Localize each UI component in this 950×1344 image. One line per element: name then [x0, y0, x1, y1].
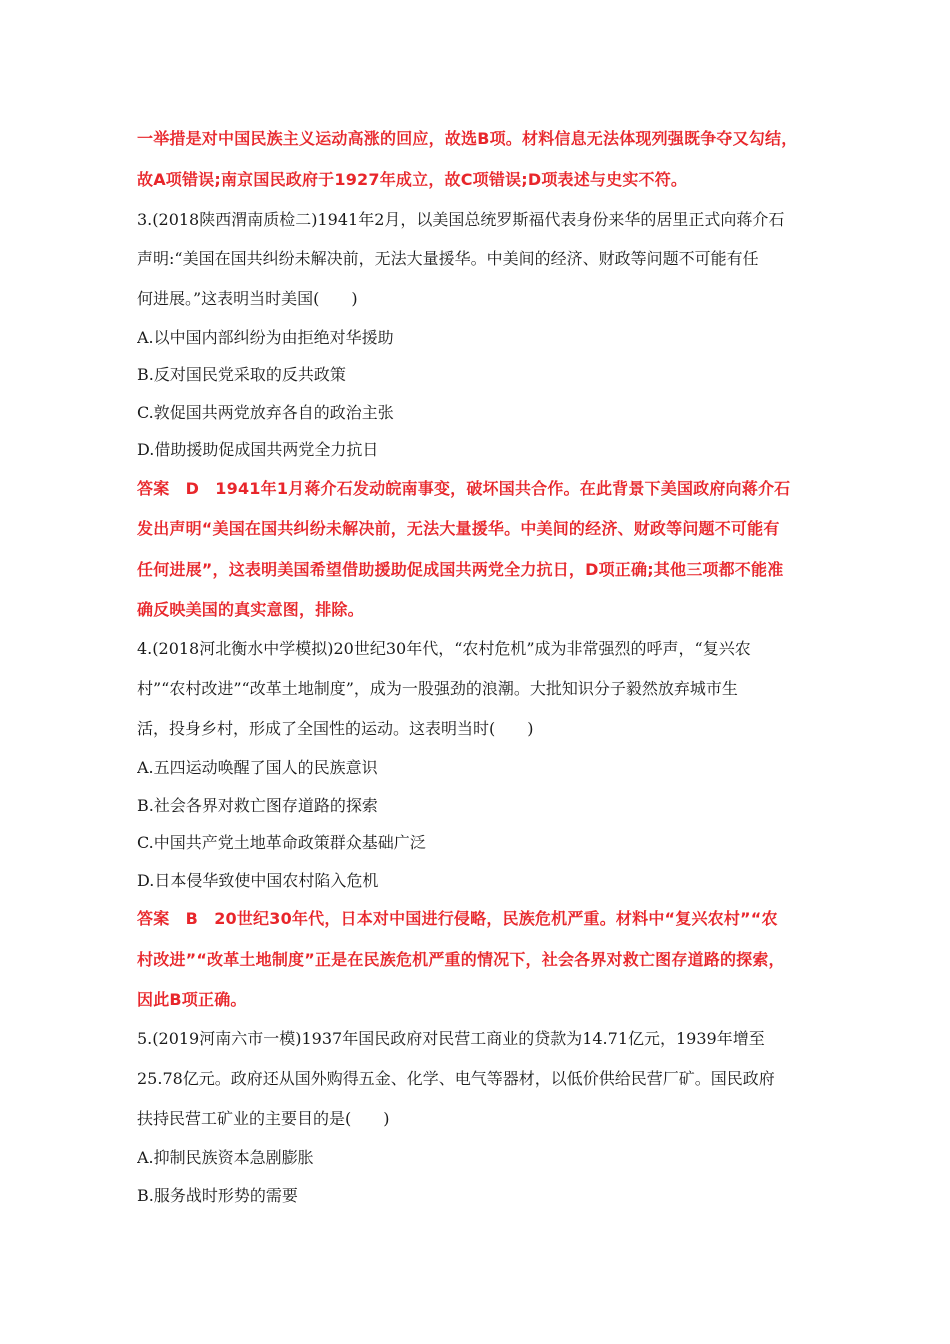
question-3-answer: 答案 D 1941年1月蒋介石发动皖南事变，破坏国共合作。在此背景下美国政府向蒋介石 — [137, 479, 791, 498]
question-4-option-b: B.社会各界对救亡图存道路的探索 — [137, 796, 378, 815]
question-4-option-c: C.中国共产党土地革命政策群众基础广泛 — [137, 833, 426, 852]
question-4-answer: 村改进”“改革土地制度”正是在民族危机严重的情况下，社会各界对救亡图存道路的探索， — [137, 950, 785, 969]
question-3-stem: 3.(2018陕西渭南质检二)1941年2月，以美国总统罗斯福代表身份来华的居里正式向蒋介石 — [137, 210, 785, 229]
question-3-stem: 声明:“美国在国共纠纷未解决前，无法大量援华。中美间的经济、财政等问题不可能有任 — [137, 249, 759, 268]
question-3-option-d: D.借助援助促成国共两党全力抗日 — [137, 440, 379, 459]
question-3-stem: 何进展。”这表明当时美国( ) — [137, 289, 358, 308]
question-3-answer: 确反映美国的真实意图，排除。 — [137, 600, 364, 619]
question-5-option-a: A.抑制民族资本急剧膨胀 — [137, 1148, 314, 1167]
question-5-stem: 5.(2019河南六市一模)1937年国民政府对民营工商业的贷款为14.71亿元，1939年增至 — [137, 1029, 765, 1048]
question-4-stem: 4.(2018河北衡水中学模拟)20世纪30年代，“农村危机”成为非常强烈的呼声，“复兴农 — [137, 639, 751, 658]
question-4-answer: 答案 B 20世纪30年代，日本对中国进行侵略，民族危机严重。材料中“复兴农村”“农 — [137, 909, 778, 928]
question-4-stem: 村”“农村改进”“改革土地制度”，成为一股强劲的浪潮。大批知识分子毅然放弃城市生 — [137, 679, 738, 698]
answer-text-line: 故A项错误;南京国民政府于1927年成立，故C项错误;D项表述与史实不符。 — [137, 170, 688, 189]
question-4-stem: 活，投身乡村，形成了全国性的运动。这表明当时( ) — [137, 719, 534, 738]
question-3-option-c: C.敦促国共两党放弃各自的政治主张 — [137, 403, 394, 422]
question-5-stem: 扶持民营工矿业的主要目的是( ) — [137, 1109, 390, 1128]
question-4-answer: 因此B项正确。 — [137, 990, 247, 1009]
question-4-option-d: D.日本侵华致使中国农村陷入危机 — [137, 871, 379, 890]
answer-text-line: 一举措是对中国民族主义运动高涨的回应，故选B项。材料信息无法体现列强既争夺又勾结， — [137, 129, 798, 148]
question-3-answer: 发出声明“美国在国共纠纷未解决前，无法大量援华。中美间的经济、财政等问题不可能有 — [137, 519, 780, 538]
question-3-answer: 任何进展”，这表明美国希望借助援助促成国共两党全力抗日，D项正确;其他三项都不能准 — [137, 560, 784, 579]
question-5-stem: 25.78亿元。政府还从国外购得五金、化学、电气等器材，以低价供给民营厂矿。国民政府 — [137, 1069, 775, 1088]
question-4-option-a: A.五四运动唤醒了国人的民族意识 — [137, 758, 378, 777]
question-5-option-b: B.服务战时形势的需要 — [137, 1186, 298, 1205]
question-3-option-b: B.反对国民党采取的反共政策 — [137, 365, 346, 384]
question-3-option-a: A.以中国内部纠纷为由拒绝对华援助 — [137, 328, 394, 347]
